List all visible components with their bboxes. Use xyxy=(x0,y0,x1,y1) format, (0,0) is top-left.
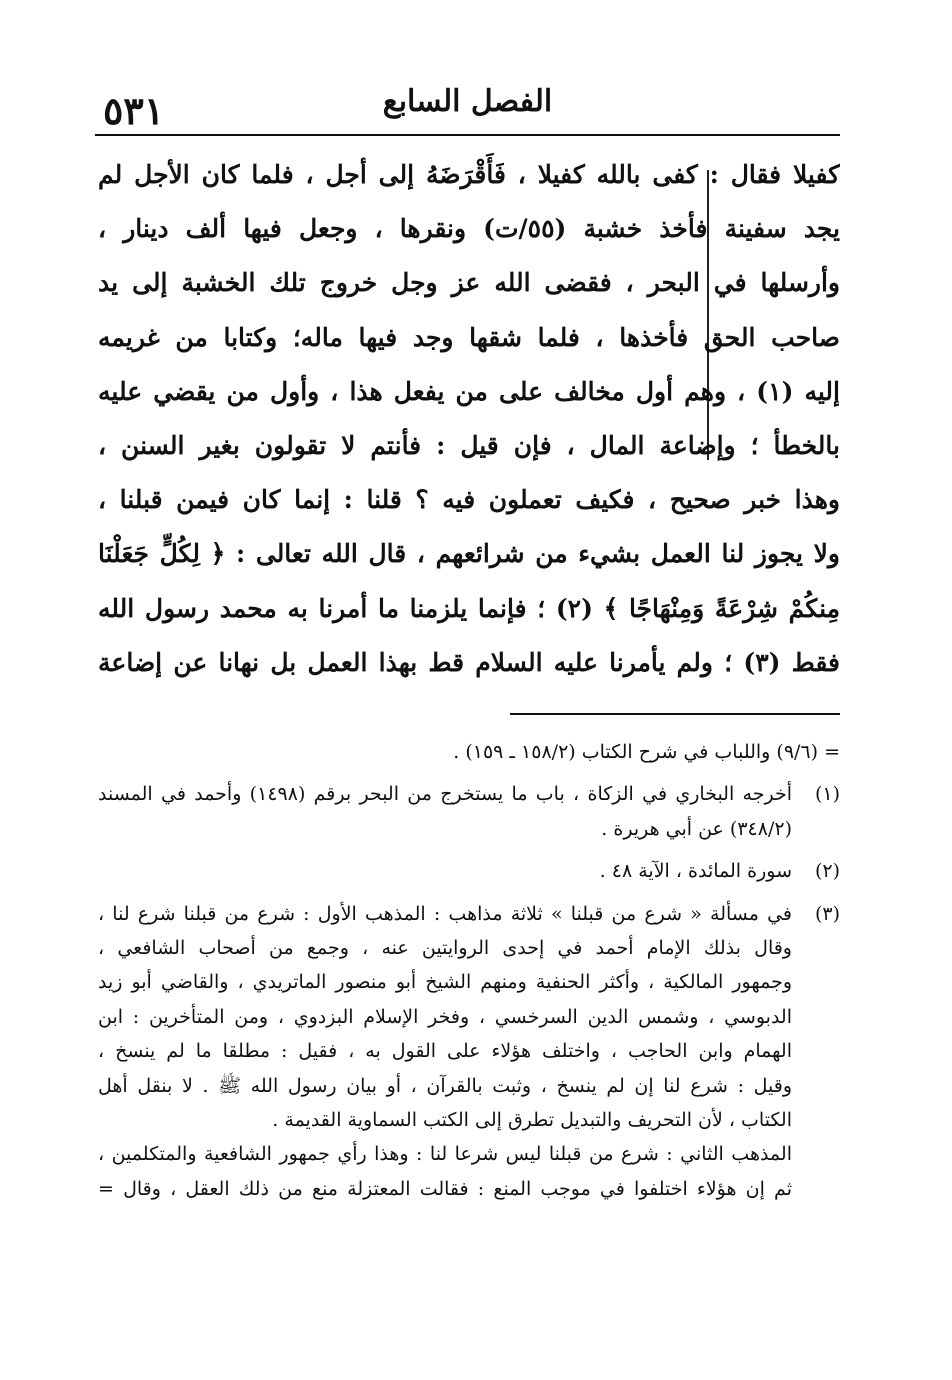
footnote-text: في مسألة « شرع من قبلنا » ثلاثة مذاهب : المذهب الأول : شرع من قبلنا شرع لنا ، xyxy=(98,902,792,925)
text-line: بالخطأ ؛ وإضاعة المال ، فإن قيل : فأنتم لا تقولون بغير السنن ، xyxy=(98,430,840,460)
footnotes xyxy=(98,735,840,1206)
chapter-title: الفصل السابع xyxy=(382,84,553,119)
footnote-number: (٣) xyxy=(814,902,840,925)
footnote-continuation: = (٩/٦) واللباب في شرح الكتاب (١٥٨/٢ ـ ١٥٩) . xyxy=(453,741,840,763)
footnote-text: الكتاب ، لأن التحريف والتبديل تطرق إلى الكتب السماوية القديمة . xyxy=(272,1108,792,1131)
footnote-text: وقال بذلك الإمام أحمد في إحدى الروايتين عنه ، وجمع من أصحاب الشافعي ، xyxy=(98,936,792,959)
footnote-text: الدبوسي ، وشمس الدين السرخسي ، وفخر الإسلام البزدوي ، ومن المتأخرين : ابن xyxy=(98,1005,792,1028)
footnote-text: المذهب الثاني : شرع من قبلنا ليس شرعا لنا : وهذا رأي جمهور الشافعية والمتكلمين ، xyxy=(98,1143,792,1166)
header-rule xyxy=(95,134,840,136)
text-line: ولا يجوز لنا العمل بشيء من شرائعهم ، قال الله تعالى : ﴿ لِكُلٍّ جَعَلْنَا xyxy=(98,539,840,569)
text-line: يجد سفينة فأخذ خشبة (٥٥/ت) ونقرها ، وجعل فيها ألف دينار ، xyxy=(98,214,840,244)
footnote-text: وقيل : شرع لنا إن لم ينسخ ، وثبت بالقرآن ، أو بيان رسول الله ﷺ . لا بنقل أهل xyxy=(98,1074,792,1097)
page-number: ٥٣١ xyxy=(103,88,165,133)
footnote-text: ثم إن هؤلاء اختلفوا في موجب المنع : فقالت المعتزلة منع من ذلك العقل ، وقال = xyxy=(98,1177,792,1200)
footnote-number: (٢) xyxy=(814,860,840,883)
text-line: فقط (٣) ؛ ولم يأمرنا عليه السلام قط بهذا العمل بل نهانا عن إضاعة xyxy=(98,647,840,677)
text-line: صاحب الحق فأخذها ، فلما شقها وجد فيها ماله؛ وكتابا من غريمه xyxy=(98,322,840,352)
footnote-2 xyxy=(98,854,840,888)
footnote-text: (٣٤٨/٢) عن أبي هريرة . xyxy=(601,817,792,840)
footnote-separator xyxy=(510,713,840,715)
text-line: كفيلا فقال : كفى بالله كفيلا ، فَأَقْرَضَهُ إلى أجل ، فلما كان الأجل لم xyxy=(98,160,840,189)
footnote-text: الهمام وابن الحاجب ، واختلف هؤلاء على القول به ، فقيل : مطلقا ما لم ينسخ ، xyxy=(98,1040,792,1063)
text-line: وأرسلها في البحر ، فقضى الله عز وجل خروج تلك الخشبة إلى يد xyxy=(98,268,840,298)
footnote-text: أخرجه البخاري في الزكاة ، باب ما يستخرج من البحر برقم (١٤٩٨) وأحمد في المسند xyxy=(98,783,792,806)
footnote-text: وجمهور المالكية ، وأكثر الحنفية ومنهم الشيخ أبو منصور الماتريدي ، والقاضي أبو زيد xyxy=(98,971,792,994)
text-line: وهذا خبر صحيح ، فكيف تعملون فيه ؟ قلنا : إنما كان فيمن قبلنا ، xyxy=(98,485,840,515)
page-header xyxy=(95,78,840,138)
footnote-3 xyxy=(98,897,840,1207)
main-text xyxy=(98,148,840,690)
text-line: مِنكُمْ شِرْعَةً وَمِنْهَاجًا ﴾ (٢) ؛ فإنما يلزمنا ما أمرنا به محمد رسول الله xyxy=(98,593,840,623)
footnote-text: سورة المائدة ، الآية ٤٨ . xyxy=(599,860,792,883)
footnote-1 xyxy=(98,777,840,846)
text-line: إليه (١) ، وهم أول مخالف على من يفعل هذا ، وأول من يقضي عليه xyxy=(98,376,840,406)
footnote-number: (١) xyxy=(814,783,840,806)
